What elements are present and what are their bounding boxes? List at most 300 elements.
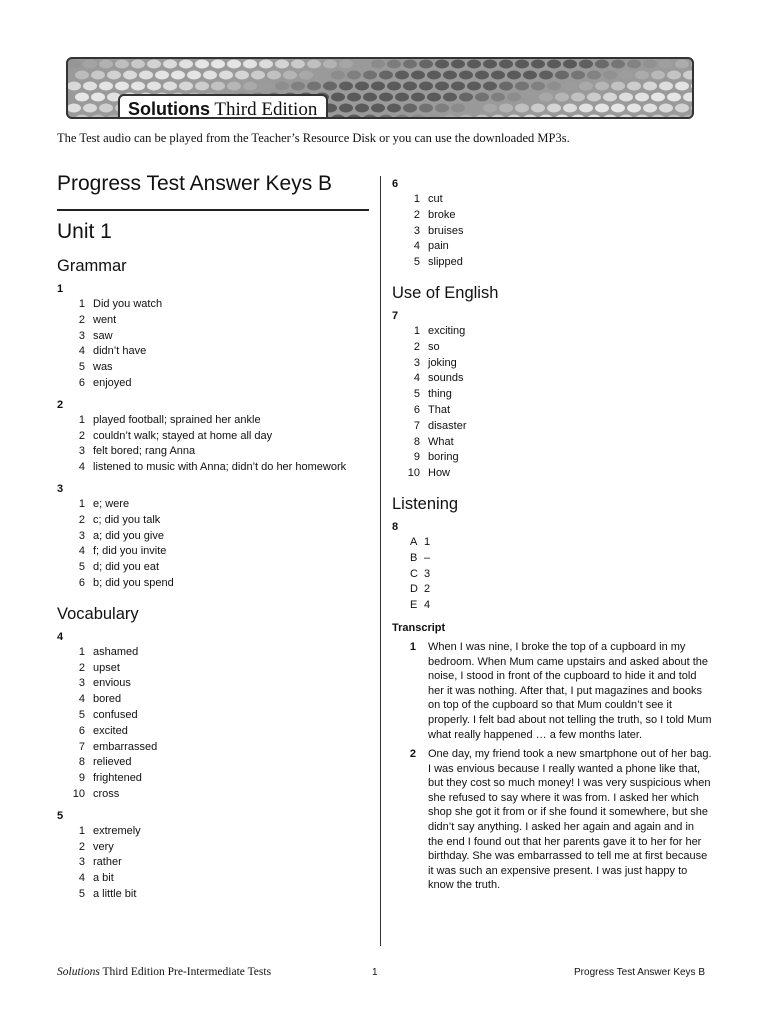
left-column xyxy=(57,172,369,903)
answer-index: 4 xyxy=(78,693,85,706)
answer-index: 3 xyxy=(413,356,420,369)
banner-dot xyxy=(627,60,641,69)
answer-index: 3 xyxy=(78,677,85,690)
answer-text: 1 xyxy=(424,535,431,548)
banner-dot xyxy=(403,82,417,91)
question-6-block xyxy=(392,178,712,271)
banner-dot xyxy=(651,71,665,80)
banner-dot xyxy=(131,60,145,69)
answer-item xyxy=(57,787,369,803)
banner-dot xyxy=(459,71,473,80)
banner-dot xyxy=(603,93,617,102)
banner-dot xyxy=(147,82,161,91)
banner-dot xyxy=(659,60,673,69)
answer-index: 9 xyxy=(78,772,85,785)
answer-item xyxy=(57,855,369,871)
banner-dot xyxy=(675,60,689,69)
banner-dot xyxy=(643,60,657,69)
banner-dot xyxy=(499,82,513,91)
banner-dot xyxy=(443,71,457,80)
banner-dot xyxy=(539,115,553,118)
answer-item xyxy=(57,755,369,771)
answer-item xyxy=(392,450,712,466)
banner-dot xyxy=(75,71,89,80)
answer-item xyxy=(392,224,712,240)
banner-dot xyxy=(395,115,409,118)
banner-dot xyxy=(139,71,153,80)
answer-item xyxy=(392,356,712,372)
banner-dot xyxy=(115,60,129,69)
answer-index: 4 xyxy=(78,345,85,358)
banner-dot xyxy=(619,71,633,80)
answer-index: 1 xyxy=(413,193,420,205)
answer-index: 3 xyxy=(78,329,85,342)
column-divider xyxy=(380,176,381,946)
answer-text: excited xyxy=(93,724,128,737)
banner-dot xyxy=(683,93,692,102)
banner-dot xyxy=(619,93,633,102)
answer-list xyxy=(57,824,369,903)
banner-dot xyxy=(171,71,185,80)
banner-dot xyxy=(627,104,641,113)
answer-item xyxy=(57,329,369,345)
banner-dot xyxy=(275,82,289,91)
answer-item xyxy=(57,676,369,692)
banner-dot xyxy=(195,60,209,69)
banner-dot xyxy=(371,82,385,91)
question-number: 3 xyxy=(57,482,64,495)
answer-index: 1 xyxy=(78,645,85,658)
answer-item xyxy=(57,740,369,756)
banner-dot xyxy=(619,115,633,118)
question-number: 6 xyxy=(392,178,399,190)
brand-logo xyxy=(118,94,328,119)
banner-dot xyxy=(411,71,425,80)
banner-dot xyxy=(555,115,569,118)
answer-text: e; were xyxy=(93,497,130,510)
banner-dot xyxy=(675,104,689,113)
page-title: Progress Test Answer Keys B xyxy=(57,172,369,211)
banner-dot xyxy=(451,60,465,69)
banner-dot xyxy=(611,82,625,91)
answer-index: 10 xyxy=(407,467,420,480)
banner-dot xyxy=(75,115,89,118)
banner-dot xyxy=(395,71,409,80)
banner-dot xyxy=(667,93,681,102)
transcript-item xyxy=(392,640,712,742)
answer-index: 6 xyxy=(78,576,85,589)
banner-dot xyxy=(459,93,473,102)
banner-dot xyxy=(355,60,369,69)
answer-item xyxy=(57,824,369,840)
banner-dot xyxy=(531,82,545,91)
banner-dot xyxy=(651,93,665,102)
answer-item xyxy=(392,239,712,255)
banner-dot xyxy=(667,115,681,118)
banner-dot xyxy=(68,82,81,91)
answer-index: 5 xyxy=(78,561,85,574)
answer-item xyxy=(57,297,369,313)
banner-dot xyxy=(451,104,465,113)
answer-list xyxy=(392,324,712,482)
answer-index: 10 xyxy=(72,787,85,800)
question-number: 8 xyxy=(392,520,399,533)
answer-index: 3 xyxy=(413,224,420,237)
answer-index: 2 xyxy=(78,840,85,853)
banner-dot xyxy=(427,71,441,80)
answer-text: couldn’t walk; stayed at home all day xyxy=(93,429,273,442)
answer-text: confused xyxy=(93,708,138,721)
answer-text: cross xyxy=(93,787,120,800)
footer-page-number: 1 xyxy=(372,967,378,978)
banner-dot xyxy=(539,93,553,102)
answer-index: A xyxy=(410,535,418,548)
banner-dot xyxy=(643,104,657,113)
banner-dot xyxy=(491,71,505,80)
answer-index: 5 xyxy=(413,388,420,401)
banner-dot xyxy=(443,115,457,118)
banner-dot xyxy=(475,93,489,102)
answer-item xyxy=(57,544,369,560)
banner-dot xyxy=(211,60,225,69)
banner-dot xyxy=(635,71,649,80)
answer-item xyxy=(392,598,712,614)
banner-dot xyxy=(99,82,113,91)
banner-dot xyxy=(155,71,169,80)
banner-dot xyxy=(259,82,273,91)
banner-dot xyxy=(219,71,233,80)
answer-item xyxy=(57,376,369,392)
answer-index: 4 xyxy=(413,240,420,253)
banner-dot xyxy=(419,82,433,91)
answer-list xyxy=(392,535,712,614)
answer-item xyxy=(392,403,712,419)
banner-dot xyxy=(291,60,305,69)
banner-dot xyxy=(427,93,441,102)
banner-dot xyxy=(179,82,193,91)
banner-dot xyxy=(691,82,692,91)
banner-dot xyxy=(307,82,321,91)
transcript-number: 2 xyxy=(409,748,416,761)
answer-item xyxy=(57,576,369,592)
answer-index: C xyxy=(410,567,418,580)
answer-index: 1 xyxy=(78,824,85,837)
answer-text: boring xyxy=(428,451,459,464)
banner-dot xyxy=(451,82,465,91)
answer-text: f; did you invite xyxy=(93,545,167,558)
banner-dot xyxy=(243,60,257,69)
answer-index: 2 xyxy=(413,208,420,221)
answer-text: a; did you give xyxy=(93,529,164,542)
banner-dot xyxy=(491,93,505,102)
section-title: Grammar xyxy=(57,257,127,275)
banner-dot xyxy=(563,60,577,69)
banner-dot xyxy=(379,71,393,80)
banner-dot xyxy=(643,82,657,91)
footer-italic: Solutions xyxy=(57,966,100,978)
answer-item xyxy=(57,413,369,429)
banner-dot xyxy=(331,71,345,80)
banner-dot xyxy=(483,104,497,113)
answer-index: 8 xyxy=(78,756,85,769)
answer-text: played football; sprained her ankle xyxy=(93,413,261,426)
answer-index: 5 xyxy=(78,361,85,374)
answer-index: 4 xyxy=(78,461,85,474)
banner-dot xyxy=(355,82,369,91)
banner-dot xyxy=(531,60,545,69)
answer-text: sounds xyxy=(428,372,464,385)
answer-item xyxy=(392,582,712,598)
banner-dot xyxy=(299,71,313,80)
banner-dot xyxy=(499,104,513,113)
banner-dot xyxy=(579,60,593,69)
answer-item xyxy=(57,513,369,529)
banner-dot xyxy=(683,71,692,80)
transcript-label: Transcript xyxy=(392,621,446,634)
answer-text: bruises xyxy=(428,224,464,237)
banner-dot xyxy=(611,60,625,69)
answer-item xyxy=(392,324,712,340)
answer-item xyxy=(57,560,369,576)
answer-text: felt bored; rang Anna xyxy=(93,445,196,458)
answer-index: 6 xyxy=(78,724,85,737)
answer-index: 7 xyxy=(413,419,420,432)
banner-dot xyxy=(571,93,585,102)
banner-dot xyxy=(315,71,329,80)
answer-item xyxy=(392,192,712,208)
answer-index: 1 xyxy=(78,298,85,310)
banner-dot xyxy=(403,60,417,69)
banner-dot xyxy=(323,60,337,69)
answer-list xyxy=(57,497,369,592)
answer-text: 4 xyxy=(424,599,431,612)
section-title: Use of English xyxy=(392,283,499,302)
banner-dot xyxy=(563,82,577,91)
answer-item xyxy=(57,313,369,329)
section-title: Vocabulary xyxy=(57,604,139,623)
answer-item xyxy=(392,371,712,387)
answer-index: 1 xyxy=(78,497,85,510)
banner-dot xyxy=(307,60,321,69)
answer-item xyxy=(57,887,369,903)
banner-dot xyxy=(115,82,129,91)
transcript-items xyxy=(392,640,712,893)
banner-dot xyxy=(379,93,393,102)
answer-item xyxy=(392,435,712,451)
banner-dot xyxy=(227,82,241,91)
answer-item xyxy=(57,871,369,887)
banner-dot xyxy=(419,104,433,113)
banner-dot xyxy=(555,71,569,80)
answer-text: slipped xyxy=(428,256,463,269)
banner-dot xyxy=(179,60,193,69)
banner-dot xyxy=(347,71,361,80)
banner-dot xyxy=(291,82,305,91)
answer-text: listened to music with Anna; didn’t do her homework xyxy=(93,461,347,474)
answer-text: relieved xyxy=(93,756,132,769)
footer-rest: Third Edition Pre-Intermediate Tests xyxy=(99,966,272,978)
banner-dot xyxy=(147,60,161,69)
question-number: 2 xyxy=(57,398,64,411)
banner-dot xyxy=(523,71,537,80)
banner-dot xyxy=(507,93,521,102)
banner-dot xyxy=(379,115,393,118)
banner-dot xyxy=(483,60,497,69)
banner-dot xyxy=(491,115,505,118)
banner-dot xyxy=(515,104,529,113)
answer-index: 4 xyxy=(78,872,85,885)
answer-text: pain xyxy=(428,240,449,253)
banner-dot xyxy=(99,60,113,69)
banner-dot xyxy=(507,115,521,118)
banner-dot xyxy=(539,71,553,80)
transcript-block xyxy=(392,622,712,893)
banner-dot xyxy=(131,82,145,91)
answer-text: exciting xyxy=(428,324,466,337)
banner-dot xyxy=(411,115,425,118)
answer-text: bored xyxy=(93,693,122,706)
banner-dot xyxy=(211,82,225,91)
answer-text: didn’t have xyxy=(93,345,147,358)
banner-dot xyxy=(547,82,561,91)
transcript-number: 1 xyxy=(409,640,416,653)
banner-dot xyxy=(547,104,561,113)
answer-text: a bit xyxy=(93,872,114,885)
answer-item xyxy=(392,551,712,567)
banner-dot xyxy=(331,115,345,118)
banner-dot xyxy=(523,93,537,102)
banner-dot xyxy=(635,115,649,118)
banner-dot xyxy=(611,104,625,113)
answer-text: 2 xyxy=(424,583,431,596)
answer-text: joking xyxy=(428,356,457,369)
banner-dot xyxy=(347,93,361,102)
brand-bold: Solutions xyxy=(128,99,210,119)
banner-dot xyxy=(107,71,121,80)
banner-dot xyxy=(371,60,385,69)
banner-dot xyxy=(195,82,209,91)
answer-index: 2 xyxy=(78,661,85,674)
banner-dot xyxy=(91,71,105,80)
question-number: 7 xyxy=(392,309,399,322)
banner-dot xyxy=(419,60,433,69)
banner-dot xyxy=(443,93,457,102)
banner-dot xyxy=(323,82,337,91)
banner-dot xyxy=(363,71,377,80)
banner-dot xyxy=(123,71,137,80)
banner-dot xyxy=(395,93,409,102)
banner-dot xyxy=(563,104,577,113)
banner-dot xyxy=(595,60,609,69)
answer-text: 3 xyxy=(424,567,431,580)
answer-index: 2 xyxy=(78,313,85,326)
answer-index: 3 xyxy=(78,856,85,869)
banner-dot xyxy=(403,104,417,113)
banner-dot xyxy=(91,115,105,118)
banner-dot xyxy=(435,82,449,91)
answer-item xyxy=(57,497,369,513)
answer-item xyxy=(392,340,712,356)
banner-dot xyxy=(571,115,585,118)
banner-dot xyxy=(475,71,489,80)
answer-text: b; did you spend xyxy=(93,576,174,589)
banner-dot xyxy=(411,93,425,102)
right-column xyxy=(392,178,712,898)
banner-dot xyxy=(427,115,441,118)
answer-text: c; did you talk xyxy=(93,513,161,526)
banner-dot xyxy=(595,104,609,113)
answer-item xyxy=(57,840,369,856)
answer-text: ashamed xyxy=(93,645,139,658)
answer-text: disaster xyxy=(428,419,467,432)
answer-item xyxy=(57,645,369,661)
answer-text: upset xyxy=(93,661,120,674)
banner-dot xyxy=(187,71,201,80)
banner-dot xyxy=(387,60,401,69)
banner-dot xyxy=(507,71,521,80)
banner-dot xyxy=(579,82,593,91)
banner-dot xyxy=(371,104,385,113)
answer-index: 3 xyxy=(78,529,85,542)
answer-index: 4 xyxy=(78,545,85,558)
answer-text: extremely xyxy=(93,824,141,837)
banner-dot xyxy=(523,115,537,118)
audio-note: The Test audio can be played from the Teacher’s Resource Disk or you can use the downloaded MP3s. xyxy=(57,131,570,145)
banner-dot xyxy=(467,82,481,91)
banner-dot xyxy=(515,82,529,91)
banner-dot xyxy=(275,60,289,69)
banner-dot xyxy=(475,115,489,118)
banner-dot xyxy=(339,104,353,113)
banner-dot xyxy=(555,93,569,102)
banner-dot xyxy=(587,71,601,80)
transcript-item xyxy=(392,747,712,893)
answer-text: very xyxy=(93,840,114,853)
answer-item xyxy=(392,255,712,271)
banner-dot xyxy=(387,82,401,91)
banner-dot xyxy=(603,115,617,118)
unit-title: Unit 1 xyxy=(57,220,112,243)
banner-dot xyxy=(163,60,177,69)
banner-dot xyxy=(99,104,113,113)
right-sections xyxy=(392,284,712,614)
answer-item xyxy=(57,724,369,740)
banner-dot xyxy=(283,71,297,80)
banner-dot xyxy=(459,115,473,118)
answer-text: envious xyxy=(93,677,131,690)
answer-item xyxy=(392,567,712,583)
banner-dot xyxy=(243,82,257,91)
banner-dot xyxy=(251,71,265,80)
answer-text: rather xyxy=(93,856,122,869)
question-number: 4 xyxy=(57,630,64,643)
banner-dot xyxy=(331,93,345,102)
banner-dot xyxy=(435,104,449,113)
banner-dot xyxy=(363,93,377,102)
answer-item xyxy=(392,419,712,435)
page-footer xyxy=(57,966,705,982)
answer-text: What xyxy=(428,435,454,448)
banner-dot xyxy=(579,104,593,113)
answer-text: went xyxy=(93,313,117,326)
footer-title: Progress Test Answer Keys B xyxy=(574,967,705,978)
banner-dot xyxy=(635,93,649,102)
answer-text: was xyxy=(93,361,113,374)
answer-item xyxy=(57,708,369,724)
banner-dot xyxy=(163,82,177,91)
answer-item xyxy=(57,661,369,677)
banner-dot xyxy=(83,60,97,69)
